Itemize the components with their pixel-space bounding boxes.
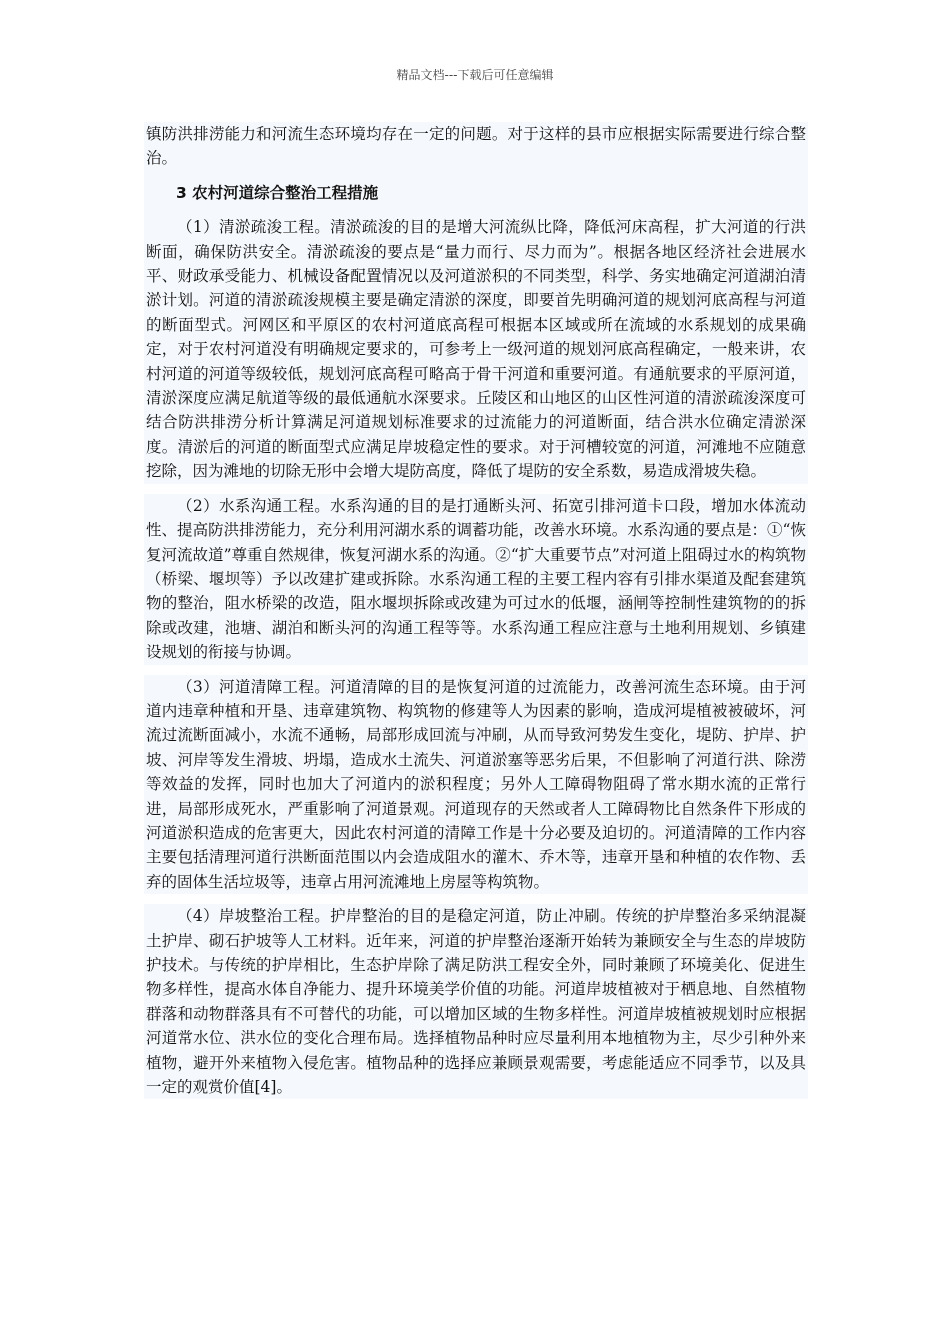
section-heading: 3 农村河道综合整治工程措施 (176, 183, 379, 202)
paragraph-block-4 (144, 904, 808, 1099)
intro-block (144, 122, 808, 171)
paragraph-block-2 (144, 494, 808, 665)
paragraph-gap (144, 484, 808, 494)
paragraph-gap (144, 665, 808, 675)
document-body (144, 122, 808, 1099)
intro-paragraph: 镇防洪排涝能力和河流生态环境均存在一定的问题。对于这样的县市应根据实际需要进行综合整治。 (146, 125, 806, 168)
paragraph-block-3 (144, 675, 808, 895)
paragraph-bank-slope: （4）岸坡整治工程。护岸整治的目的是稳定河道，防止冲刷。传统的护岸整治多采纳混凝土护岸、砌石护坡等人工材料。近年来，河道的护岸整治逐渐开始转为兼顾安全与生态的岸坡防护技术。与传统的护岸相比，生态护岸除了满足防洪工程安全外，同时兼顾了环境美化、促进生物多样性，提高水体自净能力、提升环境美学价值的功能。河道岸坡植被对于栖息地、自然植物群落和动物群落具有不可替代的功能，可以增加区域的生物多样性。河道岸坡植被规划时应根据河道常水位、洪水位的变化合理布局。选择植物品种时应尽量利用本地植物为主，尽少引种外来植物，避开外来植物入侵危害。植物品种的选择应兼顾景观需要，考虑能适应不同季节，以及具一定的观赏价值[4]。 (146, 907, 806, 1097)
paragraph-block-1 (144, 215, 808, 483)
paragraph-obstacle-clearing: （3）河道清障工程。河道清障的目的是恢复河道的过流能力，改善河流生态环境。由于河道内违章种植和开垦、违章建筑物、构筑物的修建等人为因素的影响，造成河堤植被被破坏，河流过流断面减小，水流不通畅，局部形成回流与冲刷，从而导致河势发生变化，堤防、护岸、护坡、河岸等发生滑坡、坍塌，造成水土流失、河道淤塞等恶劣后果，不但影响了河道行洪、除涝等效益的发挥，同时也加大了河道内的淤积程度；另外人工障碍物阻碍了常水期水流的正常行进，局部形成死水，严重影响了河道景观。河道现存的天然或者人工障碍物比自然条件下形成的河道淤积造成的危害更大，因此农村河道的清障工作是十分必要及迫切的。河道清障的工作内容主要包括清理河道行洪断面范围以内会造成阻水的灌木、乔木等，违章开垦和种植的农作物、丢弃的固体生活垃圾等，违章占用河流滩地上房屋等构筑物。 (146, 677, 806, 891)
paragraph-gap (144, 894, 808, 904)
paragraph-water-system: （2）水系沟通工程。水系沟通的目的是打通断头河、拓宽引排河道卡口段，增加水体流动性、提高防洪排涝能力，充分利用河湖水系的调蓄功能，改善水环境。水系沟通的要点是：①“恢复河流故道”尊重自然规律，恢复河湖水系的沟通。②“扩大重要节点”对河道上阻碍过水的构筑物（桥梁、堰坝等）予以改建扩建或拆除。水系沟通工程的主要工程内容有引排水渠道及配套建筑物的整治，阻水桥梁的改造，阻水堰坝拆除或改建为可过水的低堰，涵闸等控制性建筑物的的拆除或改建，池塘、湖泊和断头河的沟通工程等等。水系沟通工程应注意与土地利用规划、乡镇建设规划的衔接与协调。 (146, 496, 806, 662)
paragraph-dredging: （1）清淤疏浚工程。清淤疏浚的目的是增大河流纵比降，降低河床高程，扩大河道的行洪断面，确保防洪安全。清淤疏浚的要点是“量力而行、尽力而为”。根据各地区经济社会进展水平、财政承受能力、机械设备配置情况以及河道淤积的不同类型，科学、务实地确定河道湖泊清淤计划。河道的清淤疏浚规模主要是确定清淤的深度，即要首先明确河道的规划河底高程与河道的断面型式。河网区和平原区的农村河道底高程可根据本区域或所在流域的水系规划的成果确定，对于农村河道没有明确规定要求的，可参考上一级河道的规划河底高程确定，一般来讲，农村河道的河道等级较低，规划河底高程可略高于骨干河道和重要河道。有通航要求的平原河道，清淤深度应满足航道等级的最低通航水深要求。丘陵区和山地区的山区性河道的清淤疏浚深度可结合防洪排涝分析计算满足河道规划标准要求的过流能力的河道断面，结合洪水位确定清淤深度。清淤后的河道的断面型式应满足岸坡稳定性的要求。对于河槽较宽的河道，河滩地不应随意挖除，因为滩地的切除无形中会增大堤防高度，降低了堤防的安全系数，易造成滑坡失稳。 (146, 218, 806, 481)
header-watermark: 精品文档---下载后可任意编辑 (396, 68, 554, 82)
